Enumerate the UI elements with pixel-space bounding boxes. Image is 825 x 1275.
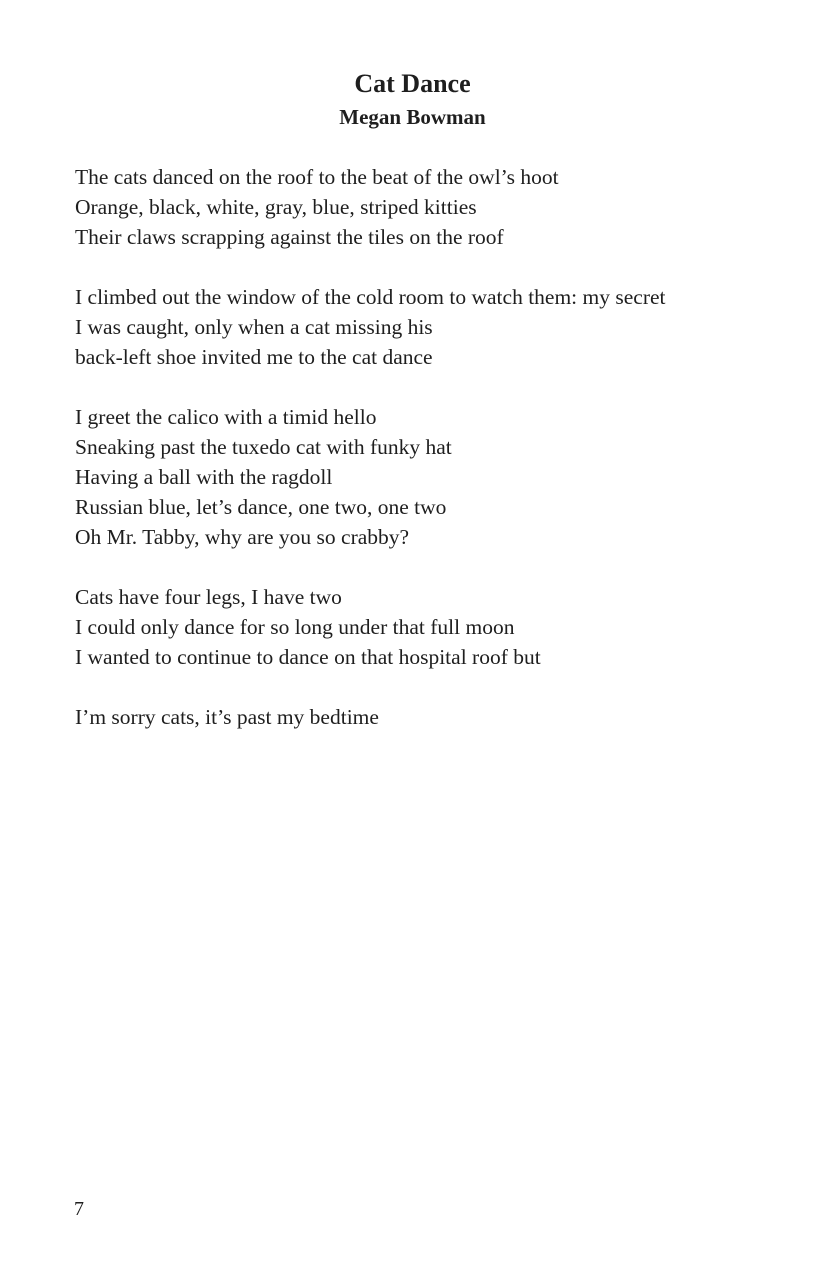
page-number: 7: [74, 1198, 84, 1220]
poem-body: [75, 162, 775, 762]
poem-line: The cats danced on the roof to the beat of the owl’s hoot: [75, 165, 559, 189]
poem-line: Their claws scrapping against the tiles on the roof: [75, 225, 504, 249]
poem-line: Oh Mr. Tabby, why are you so crabby?: [75, 525, 410, 549]
poem-line: I wanted to continue to dance on that hospital roof but: [75, 645, 541, 669]
poem-title: Cat Dance: [354, 69, 471, 98]
poem-author: Megan Bowman: [339, 105, 486, 129]
poem-line: Having a ball with the ragdoll: [75, 465, 333, 489]
stanza-2: [75, 282, 775, 372]
poem-line: Russian blue, let’s dance, one two, one two: [75, 495, 447, 519]
poem-line: Cats have four legs, I have two: [75, 585, 342, 609]
poem-line: Orange, black, white, gray, blue, striped kitties: [75, 195, 477, 219]
stanza-3: [75, 402, 775, 552]
poem-line: back-left shoe invited me to the cat dance: [75, 345, 433, 369]
poem-line: I could only dance for so long under that full moon: [75, 615, 515, 639]
stanza-4: [75, 582, 775, 672]
poem-line: Sneaking past the tuxedo cat with funky hat: [75, 435, 452, 459]
poem-line: I was caught, only when a cat missing his: [75, 315, 433, 339]
stanza-5: [75, 702, 775, 732]
poem-line: I greet the calico with a timid hello: [75, 405, 377, 429]
poem-line: I’m sorry cats, it’s past my bedtime: [75, 705, 379, 729]
poem-line: I climbed out the window of the cold room to watch them: my secret: [75, 285, 666, 309]
stanza-1: [75, 162, 775, 252]
